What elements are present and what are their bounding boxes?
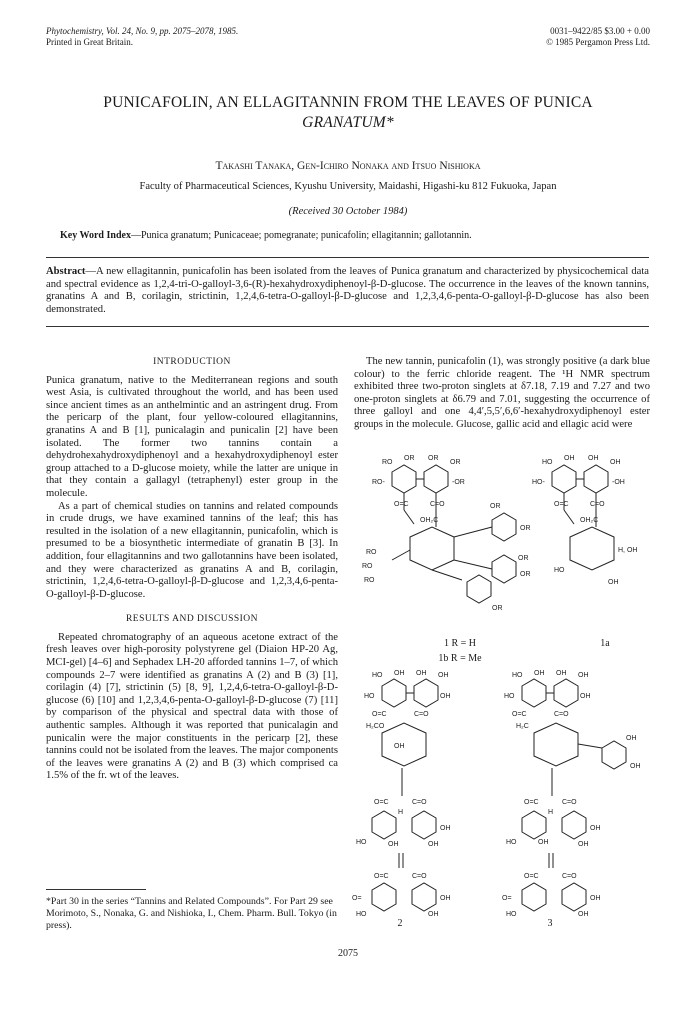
structure-figure-1: [352, 442, 652, 652]
svg-text:OH: OH: [534, 670, 545, 677]
paper-title: [40, 93, 656, 133]
svg-text:OR: OR: [490, 503, 501, 510]
svg-text:HO: HO: [512, 672, 523, 679]
svg-text:HO: HO: [356, 839, 367, 846]
svg-text:OH: OH: [590, 825, 601, 832]
svg-text:OR: OR: [518, 555, 529, 562]
abstract: [46, 266, 649, 316]
svg-text:OH₂C: OH₂C: [580, 517, 599, 524]
c3-ring-c: [522, 811, 546, 839]
publisher-info: [546, 26, 650, 48]
svg-text:OH: OH: [580, 693, 591, 700]
svg-text:HO: HO: [542, 459, 553, 466]
keywords-text: —Punica granatum; Punicaceae; pomegranate; punicafolin; ellagitannin; gallotannin.: [130, 230, 472, 241]
left-column: [46, 356, 338, 783]
svg-text:OR: OR: [520, 571, 531, 578]
svg-text:H: H: [548, 809, 554, 816]
structure-figure-2: [352, 668, 652, 920]
compound-label-3: 3: [547, 918, 553, 929]
svg-text:HO: HO: [356, 911, 367, 918]
svg-text:RO-: RO-: [372, 479, 385, 486]
svg-text:OR: OR: [492, 605, 503, 612]
svg-text:RO: RO: [364, 577, 375, 584]
hhdp-ring-left-b: [424, 465, 448, 493]
svg-text:O=: O=: [352, 895, 362, 902]
c2-ring-a: [382, 679, 406, 707]
abstract-label: Abstract: [46, 266, 86, 277]
svg-text:OH: OH: [440, 693, 451, 700]
svg-text:OH: OH: [578, 841, 589, 848]
divider-top: [46, 257, 649, 258]
svg-text:OR: OR: [428, 455, 439, 462]
svg-text:OH: OH: [610, 459, 621, 466]
hhdp-ring-left-a: [392, 465, 416, 493]
svg-text:OH: OH: [428, 911, 439, 918]
glucose-ring-1a: [570, 527, 614, 570]
svg-text:O=C: O=C: [374, 873, 389, 880]
svg-text:RO: RO: [362, 563, 373, 570]
svg-text:O=C: O=C: [512, 711, 527, 718]
svg-text:OH: OH: [578, 911, 589, 918]
svg-text:OH: OH: [388, 841, 399, 848]
hhdp-ring-right-a: [552, 465, 576, 493]
svg-text:H, OH: H, OH: [618, 547, 638, 554]
price-code: 0031–9422/85 $3.00 + 0.00: [550, 26, 650, 36]
affiliation: Faculty of Pharmaceutical Sciences, Kyushu University, Maidashi, Higashi-ku 812 Fukuoka, Japan: [139, 181, 557, 192]
svg-text:RO: RO: [382, 459, 393, 466]
key-word-index: [60, 230, 660, 241]
abstract-text: —A new ellagitannin, punicafolin has been isolated from the leaves of Punica granatum and characterized by physicochemical data and spectral evidence as 1,2,4-tri-O-galloyl-3,6-(R)-hexahydroxydiphenoyl-β-D-glucose. The occurrence in the leaves of the known tannins, granatins A and B, corilagin, strictinin, 1,2,4,6-tetra-O-galloyl-β-D-glucose and 1,2,3,4,6-penta-O-galloyl-β-D-glucose has also been demonstrated.: [46, 266, 649, 315]
svg-text:O=: O=: [502, 895, 512, 902]
footnote: *Part 30 in the series “Tannins and Related Compounds”. For Part 29 see Morimoto, S., Nonaka, G. and Nishioka, I., Chem. Pharm. Bull. Tokyo (in press).: [46, 896, 337, 931]
svg-text:O=C: O=C: [394, 501, 409, 508]
svg-text:HO: HO: [504, 693, 515, 700]
svg-text:H₂CO: H₂CO: [366, 723, 385, 730]
svg-text:C=O: C=O: [562, 799, 577, 806]
galloyl-ring-b: [492, 555, 516, 583]
compound-label-2: 2: [397, 918, 403, 929]
c2-ring-c: [372, 811, 396, 839]
svg-text:OR: OR: [404, 455, 415, 462]
right-column: [354, 356, 650, 432]
compound-label-1a: 1a: [600, 638, 610, 649]
divider-bottom: [46, 326, 649, 327]
svg-text:OH: OH: [440, 895, 451, 902]
printed-line: Printed in Great Britain.: [46, 37, 133, 47]
title-line-2: GRANATUM*: [302, 114, 394, 131]
svg-text:OR: OR: [520, 525, 531, 532]
svg-text:C=O: C=O: [412, 799, 427, 806]
svg-text:C=O: C=O: [412, 873, 427, 880]
svg-text:H₂C: H₂C: [516, 723, 529, 730]
footnote-rule: [46, 889, 146, 890]
svg-text:-OR: -OR: [452, 479, 465, 486]
svg-text:OH: OH: [538, 839, 549, 846]
intro-paragraph-1: Punica granatum, native to the Mediterranean regions and south west Asia, is cultivated throughout the world, and has been used since ancient times as an anthelmintic and an astringent drug. From the pericarp of the plant, four yellow-coloured ellagitannins, granatins A and B [1], punicalagin and punicalin [2] have been isolated. The former two tannins contain a dehydrohexahydroxydiphenoyl and a hexahydroxydiphenoyl ester group attached to a D-glucose moiety, while the latter are unique in that they contain a gallagyl (tetraphenyl) ester group in the molecule.: [46, 374, 338, 499]
svg-text:O=C: O=C: [374, 799, 389, 806]
svg-text:H: H: [398, 809, 404, 816]
svg-text:OH: OH: [438, 672, 449, 679]
received-date: (Received 30 October 1984): [288, 206, 408, 217]
introduction-heading: INTRODUCTION: [153, 357, 231, 367]
c2-ring-e: [372, 883, 396, 911]
svg-text:C=O: C=O: [554, 711, 569, 718]
authors: Takashi Tanaka, Gen-Ichiro Nonaka and Itsuo Nishioka: [215, 160, 481, 172]
journal-line: Phytochemistry, Vol. 24, No. 9, pp. 2075–2078, 1985.: [46, 26, 239, 36]
svg-text:OH: OH: [578, 672, 589, 679]
svg-text:OH: OH: [630, 763, 641, 770]
c3-ring-d: [562, 811, 586, 839]
svg-text:C=O: C=O: [562, 873, 577, 880]
svg-text:OH: OH: [416, 670, 427, 677]
svg-text:OH: OH: [440, 825, 451, 832]
svg-text:OH₂C: OH₂C: [420, 517, 439, 524]
svg-text:O=C: O=C: [524, 799, 539, 806]
svg-text:HO: HO: [506, 839, 517, 846]
journal-citation: [46, 26, 238, 48]
svg-text:-OH: -OH: [612, 479, 625, 486]
copyright: © 1985 Pergamon Press Ltd.: [546, 37, 650, 47]
keywords-label: Key Word Index: [60, 230, 131, 241]
results-heading: RESULTS AND DISCUSSION: [125, 614, 259, 625]
svg-text:OH: OH: [556, 670, 567, 677]
right-paragraph-1: The new tannin, punicafolin (1), was strongly positive (a dark blue colour) to the ferric chloride reagent. The ¹H NMR spectrum exhibited three two-proton singlets at δ7.18, 7.19 and 7.27 and two one-proton singlets at δ6.79 and 7.01, suggesting the occurrence of three galloyl and one 4,4′,5,5′,6,6′-hexahydroxydiphenoyl ester groups in the molecule. Glucose, gallic acid and ellagic acid were: [354, 356, 650, 430]
svg-text:HO: HO: [372, 672, 383, 679]
svg-text:OH: OH: [590, 895, 601, 902]
svg-text:O=C: O=C: [372, 711, 387, 718]
svg-text:O=C: O=C: [554, 501, 569, 508]
c3-ring-b: [554, 679, 578, 707]
c2-ring-f: [412, 883, 436, 911]
c3-ring-a: [522, 679, 546, 707]
intro-paragraph-2: As a part of chemical studies on tannins and related compounds in crude drugs, we have examined tannins of the leaf; this has resulted in the isolation of a new ellagitannin, punicafolin, which is presumed to be a biosynthetic intermediate of granatin B [3]. In addition, four ellagitannins and two gallotannins have been isolated, and they were characterized as granatins A and B, corilagin, strictinin, 1,2,4,6-tetra-O-galloyl-β-D-glucose and 1,2,3,4,6-penta-O-galloyl-β-D-glucose.: [46, 500, 338, 600]
results-paragraph-1: Repeated chromatography of an aqueous acetone extract of the fresh leaves over high-porosity polystyrene gel (Diaion HP-20 Ag, MCI-gel) [4–6] and Sephadex LH-20 afforded tannins 1–7, of which compounds 2–7 were identified as granatins A (2) and B (3) [1], corilagin (4) [7], strictinin (5) [8, 9], 1,2,4,6-tetra-O-galloyl-β-D-glucose (6) [10] and 1,2,3,4,6-penta-O-galloyl-β-D-glucose (7) [11] by comparison of the physical and spectral data with those of authentic samples. Although it was reported that punicalagin and punicalin were the major constituents in the pericarp [2], these tannins could not be isolated from the leaves. The major components of the leaves were granatins A (2) and B (3) which comprised ca 1.5% of the fr. wt of the leaves.: [46, 631, 338, 782]
svg-text:OH: OH: [564, 455, 575, 462]
svg-text:OH: OH: [626, 735, 637, 742]
compound-label-1: 1 R = H: [443, 638, 477, 649]
svg-text:RO: RO: [366, 549, 377, 556]
svg-text:O=C: O=C: [524, 873, 539, 880]
svg-text:C=O: C=O: [430, 501, 445, 508]
svg-text:HO: HO: [364, 693, 375, 700]
svg-text:OR: OR: [450, 459, 461, 466]
hhdp-ring-right-b: [584, 465, 608, 493]
c3-ring-f: [562, 883, 586, 911]
galloyl-ring-a: [492, 513, 516, 541]
svg-text:HO: HO: [506, 911, 517, 918]
svg-text:OH: OH: [394, 743, 405, 750]
page-number: 2075: [338, 948, 358, 959]
title-line-1: PUNICAFOLIN, AN ELLAGITANNIN FROM THE LEAVES OF PUNICA: [103, 94, 593, 111]
svg-text:OH: OH: [428, 841, 439, 848]
galloyl-ring-c: [467, 575, 491, 603]
svg-text:OH: OH: [394, 670, 405, 677]
svg-text:C=O: C=O: [414, 711, 429, 718]
svg-text:C=O: C=O: [590, 501, 605, 508]
compound-label-1b: 1b R = Me: [438, 653, 482, 664]
svg-text:OH: OH: [608, 579, 619, 586]
c2-ring-d: [412, 811, 436, 839]
svg-text:OH: OH: [588, 455, 599, 462]
glucose-ring-1: [410, 527, 454, 570]
c3-galloyl: [602, 741, 626, 769]
c2-ring-b: [414, 679, 438, 707]
svg-text:HO-: HO-: [532, 479, 545, 486]
c3-glucose: [534, 723, 578, 766]
c3-ring-e: [522, 883, 546, 911]
svg-text:HO: HO: [554, 567, 565, 574]
